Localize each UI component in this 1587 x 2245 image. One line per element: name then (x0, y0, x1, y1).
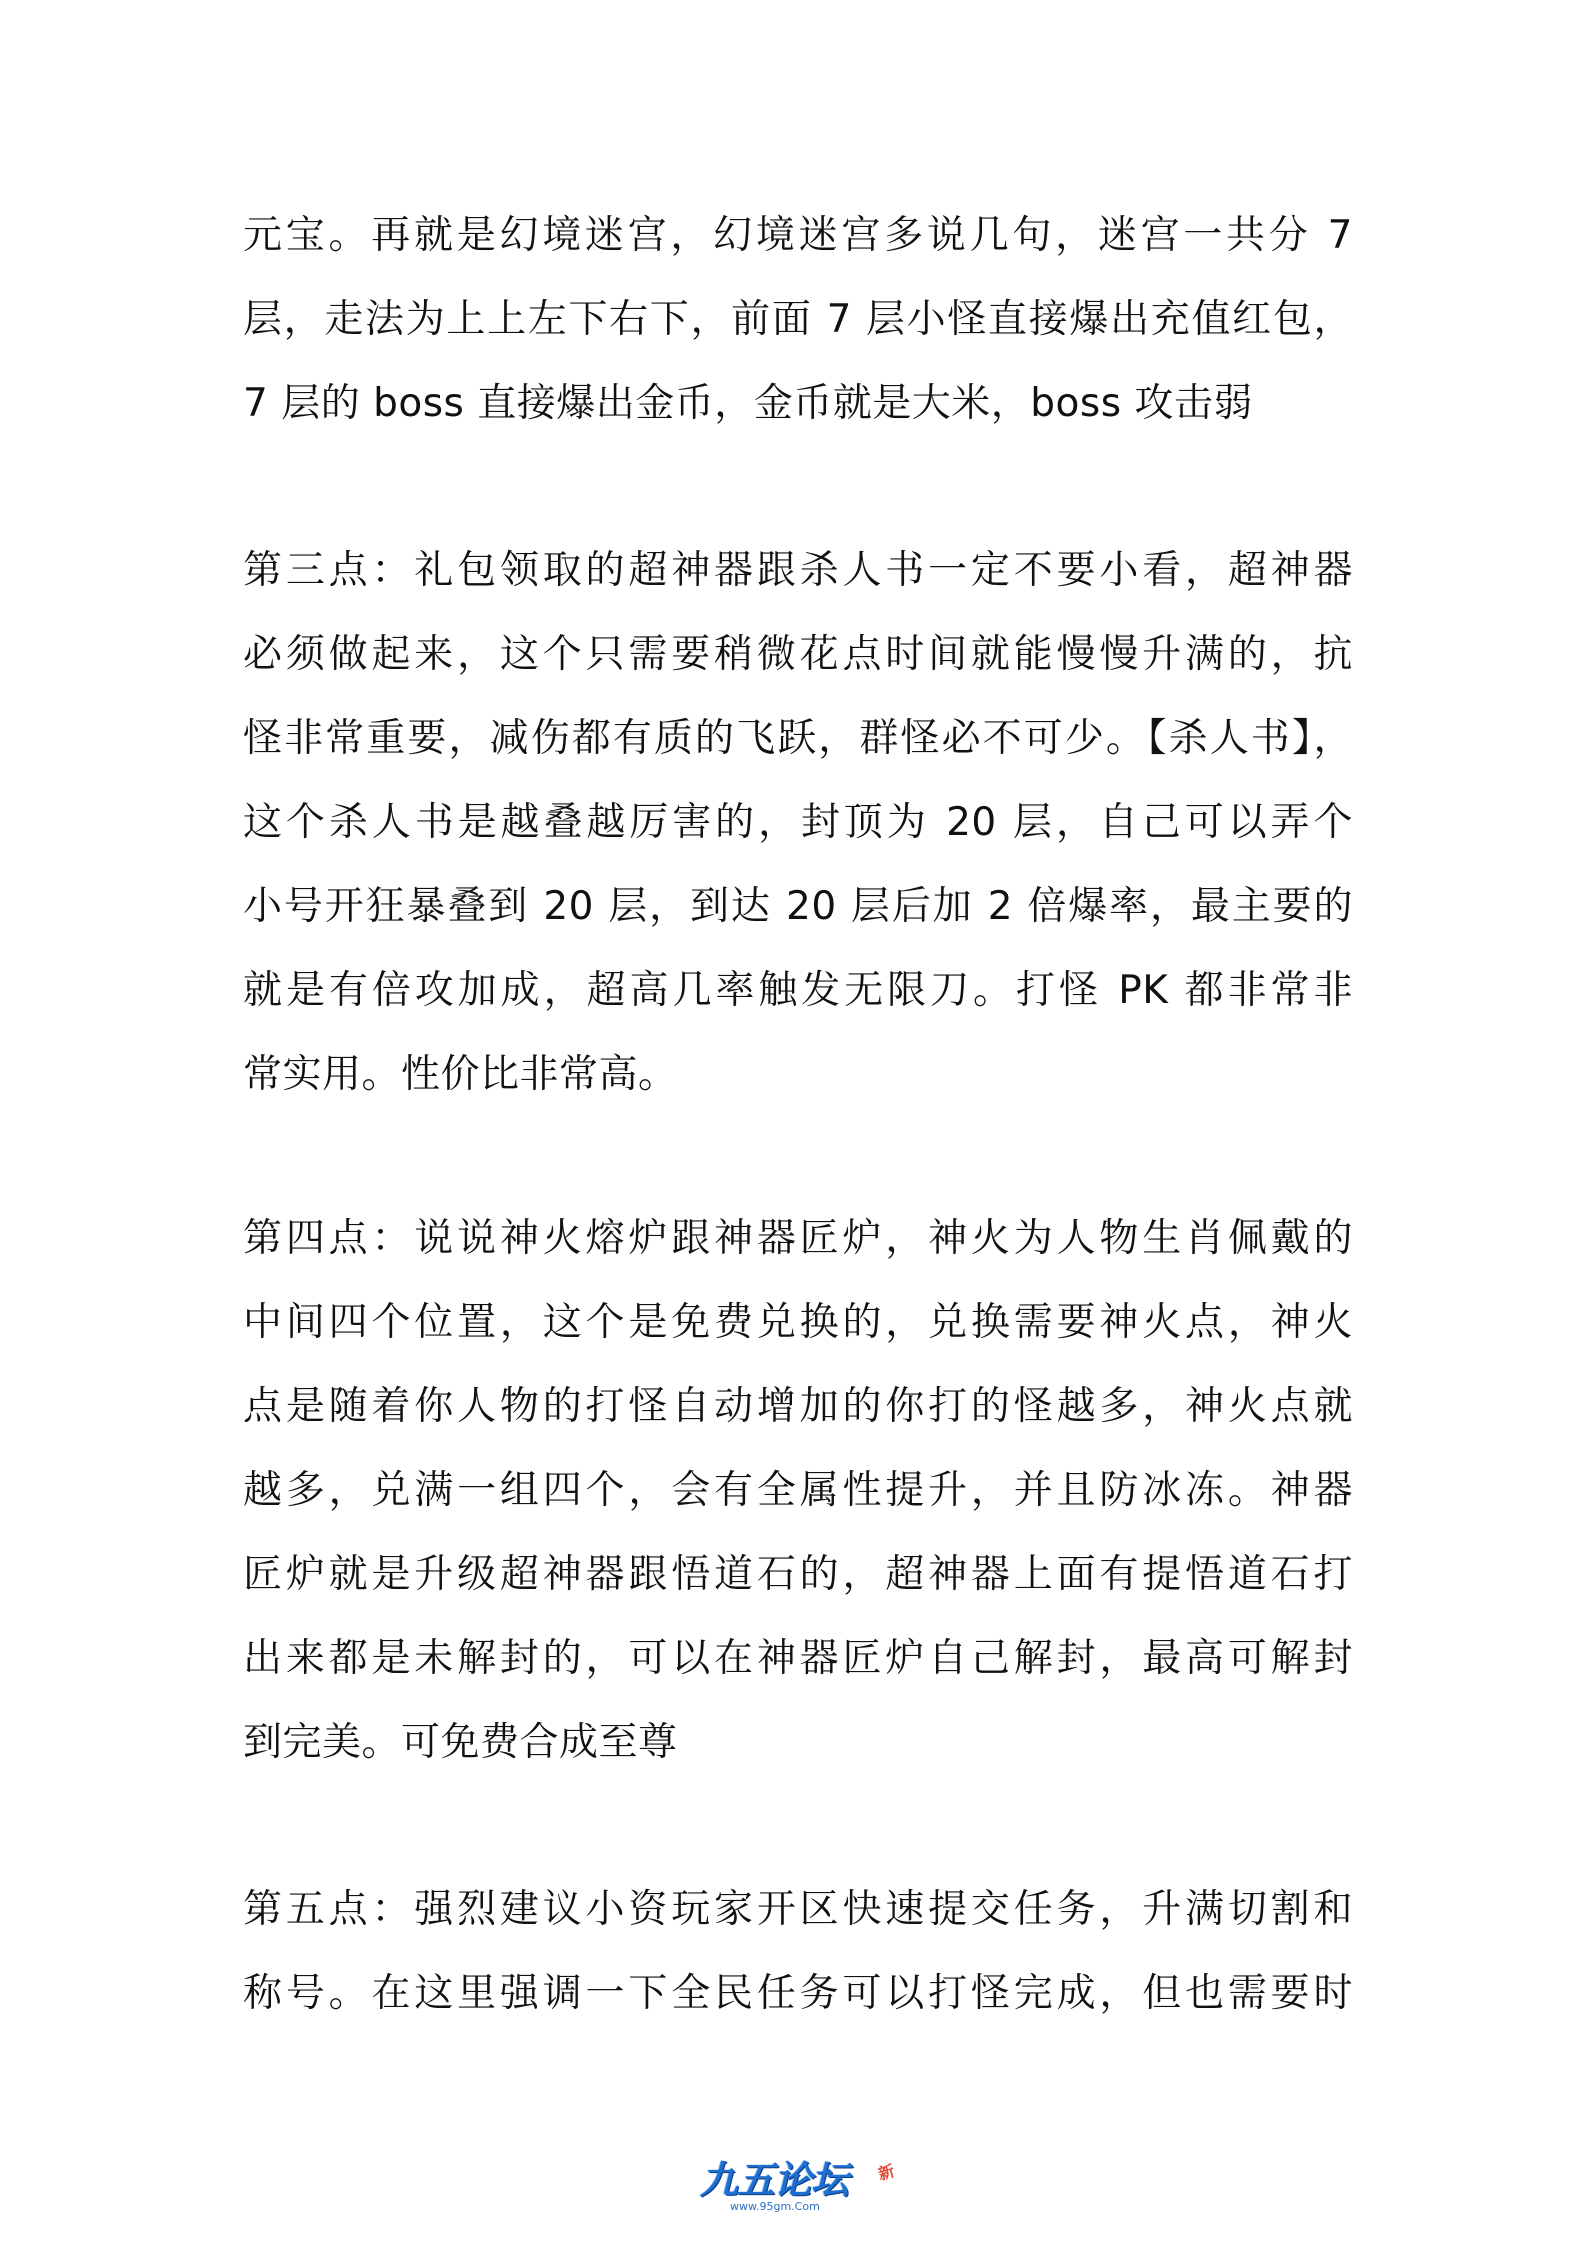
text-line: 出来都是未解封的，可以在神器匠炉自己解封，最高可解封 (243, 1636, 1353, 1681)
text-line: 常实用。性价比非常高。 (243, 1052, 678, 1097)
text-line: 小号开狂暴叠到 20 层，到达 20 层后加 2 倍爆率，最主要的 (243, 884, 1353, 929)
text-line: 称号。在这里强调一下全民任务可以打怪完成，但也需要时 (243, 1971, 1353, 2016)
text-line: 越多，兑满一组四个，会有全属性提升，并且防冰冻。神器 (243, 1468, 1353, 1513)
text-line: 层，走法为上上左下右下，前面 7 层小怪直接爆出充值红包， (243, 297, 1353, 342)
text-line: 中间四个位置，这个是免费兑换的，兑换需要神火点，神火 (243, 1300, 1353, 1345)
text-line: 到完美。可免费合成至尊 (243, 1720, 678, 1765)
logo-url: www.95gm.Com (730, 2200, 820, 2213)
text-line: 就是有倍攻加成，超高几率触发无限刀。打怪 PK 都非常非 (243, 968, 1353, 1013)
logo-badge: 新 (876, 2161, 897, 2184)
paragraph-point-four (243, 1197, 1353, 1785)
text-line: 必须做起来，这个只需要稍微花点时间就能慢慢升满的，抗 (243, 632, 1353, 677)
paragraph-point-five (243, 1868, 1353, 2036)
site-logo (700, 2158, 900, 2222)
text-line: 这个杀人书是越叠越厉害的，封顶为 20 层，自己可以弄个 (243, 800, 1353, 845)
text-line: 第五点：强烈建议小资玩家开区快速提交任务，升满切割和 (243, 1887, 1353, 1932)
paragraph-maze (243, 194, 1353, 446)
text-line: 怪非常重要，减伤都有质的飞跃，群怪必不可少。【杀人书】， (243, 716, 1353, 761)
text-line: 元宝。再就是幻境迷宫，幻境迷宫多说几句，迷宫一共分 7 (243, 213, 1353, 258)
text-line: 点是随着你人物的打怪自动增加的你打的怪越多，神火点就 (243, 1384, 1353, 1429)
text-line: 匠炉就是升级超神器跟悟道石的，超神器上面有提悟道石打 (243, 1552, 1353, 1597)
paragraph-point-three (243, 529, 1353, 1117)
text-line: 第四点：说说神火熔炉跟神器匠炉，神火为人物生肖佩戴的 (243, 1216, 1353, 1261)
text-line: 7 层的 boss 直接爆出金币，金币就是大米，boss 攻击弱 (243, 381, 1253, 426)
logo-text: 九五论坛 (700, 2158, 849, 2202)
text-line: 第三点：礼包领取的超神器跟杀人书一定不要小看，超神器 (243, 548, 1353, 593)
